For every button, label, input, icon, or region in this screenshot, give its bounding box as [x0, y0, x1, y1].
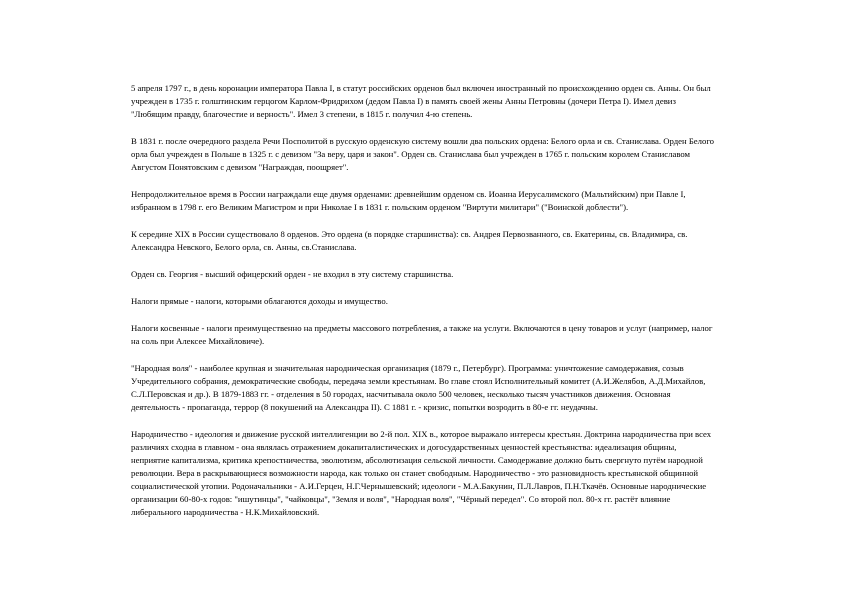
- paragraph-narodnaya-volya: "Народная воля" - наиболее крупная и значительная народническая организация (1879 г., Петербург). Программа: уничтожение самодержавия, созыв Учредительного собрания, демократические свободы, передача земли крестьянам. Во главе стоял Исполнительный комитет (А.И.Желябов, А.Д.Михайлов, С.Л.Перовская и др.). В 1879-1883 гг. - отделения в 50 городах, насчитывала около 500 человек, несколько тысяч участников движения. Основная деятельность - пропаганда, террор (8 покушений на Александра II). С 1881 г. - кризис, попытки возродить в 80-е гг. неудачны.: [131, 363, 706, 412]
- paragraph-order-st-george: Орден св. Георгия - высший офицерский орден - не входил в эту систему старшинства.: [131, 269, 454, 279]
- paragraph-narodnichestvo: Народничество - идеология и движение русской интеллигенции во 2-й пол. XIX в., которое выражало интересы крестьян. Доктрина народничества при всех различиях сходна в главном - она являлась отражением докапиталистических и догосударственных ценностей крестьянства: идеализация общины, неприятие капитализма, критика крепостничества, эволютизм, абсолютизация сельской личности. Самодержавие должно быть свергнуто путём народной революции. Вера в раскрывающиеся возможности народа, как только он станет свободным. Народничество - это разновидность крестьянской общинной социалистической утопии. Родоначальники - А.И.Герцен, Н.Г.Чернышевский; идеологи - М.А.Бакунин, П.Л.Лавров, П.Н.Ткачёв. Основные народнические организации 60-80-х годов: "ишутинцы", "чайковцы", "Земля и воля", "Народная воля", "Чёрный передел". Со второй пол. 80-х гг. растёт влияние либерального народничества - Н.К.Михайловский.: [131, 429, 712, 517]
- paragraph-order-st-anna: 5 апреля 1797 г., в день коронации императора Павла I, в статут российских орденов был включен иностранный по происхождению орден св. Анны. Он был учрежден в 1735 г. голштинским герцогом Карлом-Фридрихом (дедом Павла I) в память своей жены Анны Петровны (дочери Петра I). Имел девиз "Любящим правду, благочестие и верность". Имел 3 степени, в 1815 г. получил 4-ю степень.: [131, 83, 711, 119]
- paragraph-maltese-virtuti: Непродолжительное время в России награждали еще двумя орденами: древнейшим орденом св. Иоанна Иерусалимского (Мальтийским) при Павле I, избранном в 1798 г. его Великим Магистром и при Николае I в 1831 г. польским орденом "Виртути милитари" ("Воинской доблести").: [131, 189, 686, 212]
- paragraph-indirect-taxes: Налоги косвенные - налоги преимущественно на предметы массового потребления, а также на услуги. Включаются в цену товаров и услуг (например, налог на соль при Алексее Михайловиче).: [131, 323, 713, 346]
- paragraph-direct-taxes: Налоги прямые - налоги, которыми облагаются доходы и имущество.: [131, 296, 388, 306]
- document-page: [131, 82, 716, 533]
- paragraph-polish-orders: В 1831 г. после очередного раздела Речи Посполитой в русскую орденскую систему вошли два польских ордена: Белого орла и св. Станислава. Орден Белого орла был учрежден в Польше в 1325 г. с девизом "За веру, царя и закон". Орден св. Станислава был учрежден в 1765 г. польским королем Станиславом Августом Понятовским с девизом "Награждая, поощряет".: [131, 136, 715, 172]
- paragraph-order-seniority: К середине XIX в России существовало 8 орденов. Это ордена (в порядке старшинства): св. Андрея Первозванного, св. Екатерины, св. Владимира, св. Александра Невского, Белого орла, св. Анны, св.Станислава.: [131, 229, 688, 252]
